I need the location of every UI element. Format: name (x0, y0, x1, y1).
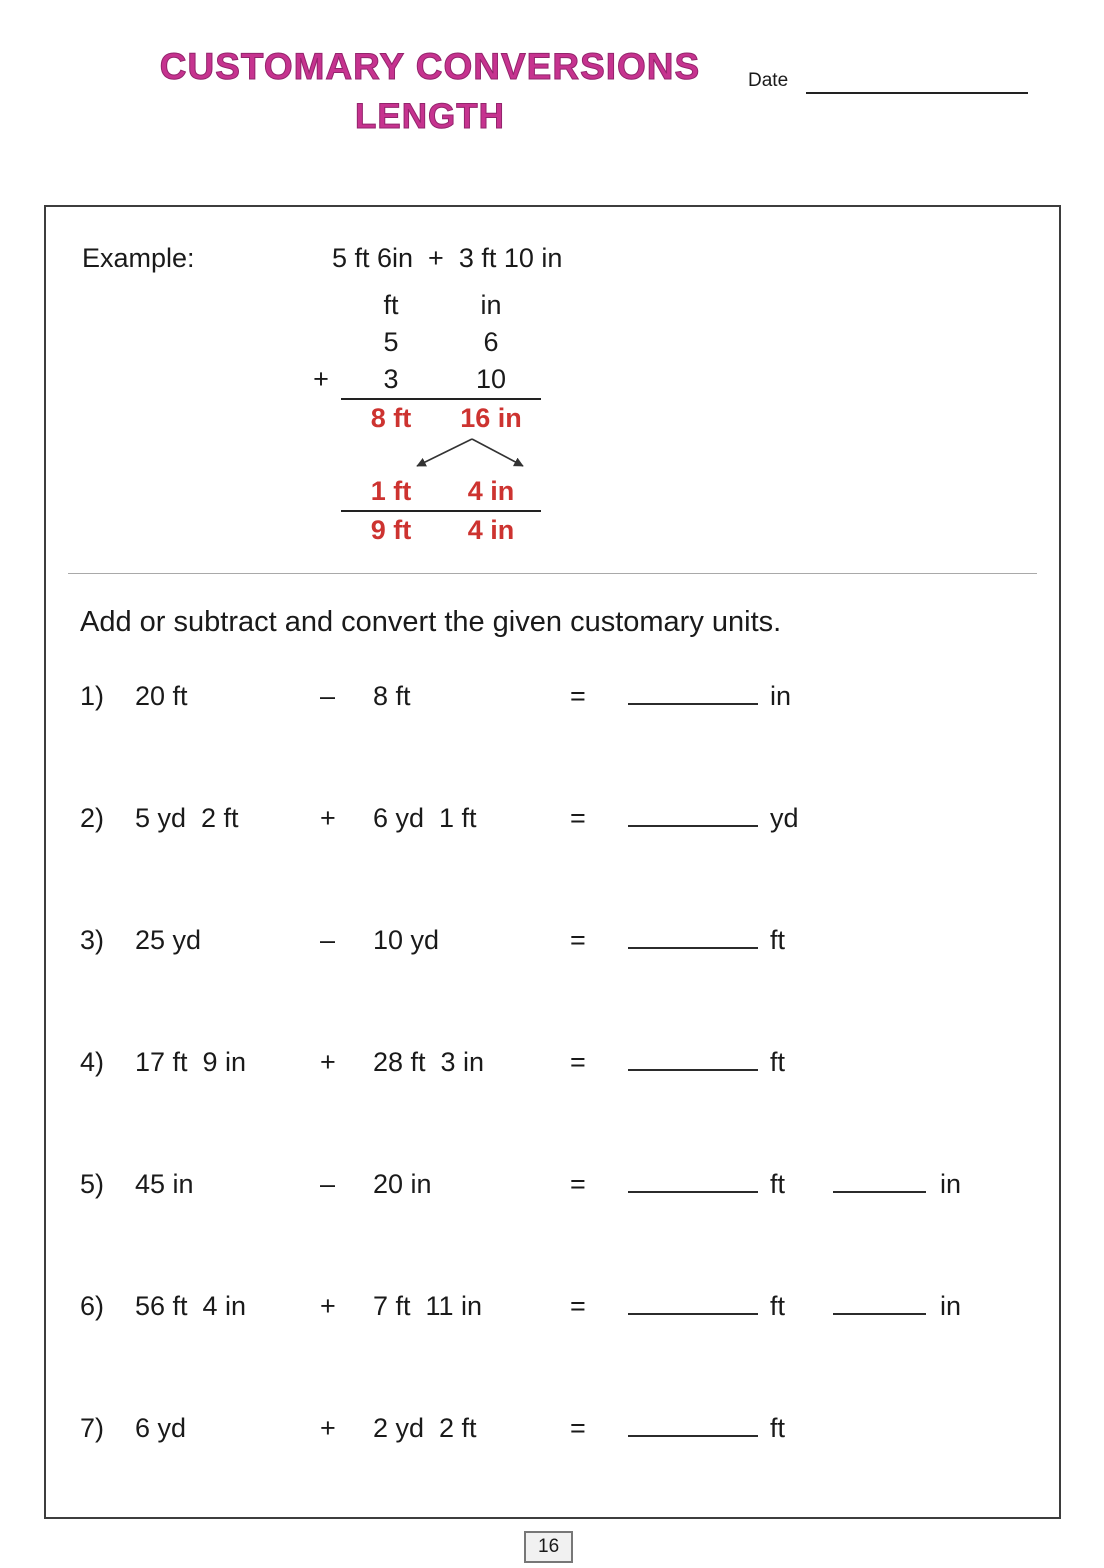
example-worked-solution (301, 287, 541, 549)
regroup-in: 4 in (467, 476, 515, 506)
answer-blank[interactable] (628, 1287, 758, 1315)
addend2-ft: 3 (383, 364, 399, 394)
operand-2: 7 ft 11 in (373, 1291, 483, 1321)
problem-number: 1) (80, 681, 105, 711)
example-sum-row (301, 400, 541, 437)
worksheet-title (140, 46, 720, 137)
addend2-in: 10 (475, 364, 507, 394)
answer-unit-2: in (940, 1291, 962, 1321)
operand-2: 20 in (373, 1169, 432, 1199)
answer-unit-2: in (940, 1169, 962, 1199)
sum-ft: 8 ft (370, 403, 412, 433)
problem-row-5 (80, 1165, 1059, 1207)
answer-blank[interactable] (628, 799, 758, 827)
operand-1: 20 ft (135, 681, 188, 711)
example-unit-header-row (301, 287, 541, 324)
unit-header-in: in (480, 290, 502, 320)
example-result-row (301, 512, 541, 549)
operand-1: 45 in (135, 1169, 194, 1199)
result-in: 4 in (467, 515, 515, 545)
answer-blank[interactable] (628, 1043, 758, 1071)
answer-unit: in (770, 681, 792, 711)
equals-sign: = (570, 1291, 586, 1321)
problem-number: 4) (80, 1047, 105, 1077)
operator-sign: – (320, 925, 336, 955)
problem-number: 6) (80, 1291, 105, 1321)
date-field (748, 70, 1028, 94)
example-regroup-row (301, 473, 541, 510)
title-line-2: LENGTH (355, 97, 505, 136)
answer-blank-2[interactable] (833, 1287, 926, 1315)
operand-2: 8 ft (373, 681, 411, 711)
addend1-ft: 5 (383, 327, 399, 357)
answer-unit: ft (770, 925, 786, 955)
operand-2: 28 ft 3 in (373, 1047, 485, 1077)
operator-sign: + (320, 1413, 336, 1443)
problem-row-2 (80, 799, 1059, 841)
answer-blank[interactable] (628, 677, 758, 705)
operand-1: 5 yd 2 ft (135, 803, 239, 833)
equals-sign: = (570, 925, 586, 955)
sum-in: 16 in (460, 403, 522, 433)
operand-2: 10 yd (373, 925, 440, 955)
instructions-text: Add or subtract and convert the given customary units. (80, 606, 782, 638)
equals-sign: = (570, 1169, 586, 1199)
operator-sign: + (320, 1047, 336, 1077)
answer-unit: ft (770, 1047, 786, 1077)
answer-unit: yd (770, 803, 799, 833)
operand-1: 25 yd (135, 925, 202, 955)
answer-unit: ft (770, 1291, 786, 1321)
section-divider (68, 573, 1037, 574)
worksheet-box (44, 205, 1061, 1519)
problems-list (80, 677, 1059, 1451)
addend1-in: 6 (483, 327, 499, 357)
example-addend1-row (301, 324, 541, 361)
equals-sign: = (570, 1047, 586, 1077)
operand-1: 17 ft 9 in (135, 1047, 247, 1077)
equals-sign: = (570, 803, 586, 833)
problem-row-3 (80, 921, 1059, 963)
operator-sign: – (320, 1169, 336, 1199)
regroup-ft: 1 ft (370, 476, 412, 506)
result-ft: 9 ft (370, 515, 412, 545)
problem-number: 3) (80, 925, 105, 955)
page-number: 16 (524, 1531, 573, 1563)
answer-unit: ft (770, 1413, 786, 1443)
operator-sign: + (320, 803, 336, 833)
operator-sign: + (320, 1291, 336, 1321)
operand-1: 56 ft 4 in (135, 1291, 247, 1321)
example-plus-sign: + (313, 364, 329, 394)
example-addend2-row (301, 361, 541, 398)
answer-blank[interactable] (628, 921, 758, 949)
regroup-arrows-icon (301, 437, 541, 473)
example-expression: 5 ft 6in + 3 ft 10 in (332, 243, 563, 273)
example-label: Example: (82, 243, 195, 273)
answer-blank-2[interactable] (833, 1165, 926, 1193)
example-section (46, 207, 1059, 573)
answer-blank[interactable] (628, 1409, 758, 1437)
problem-row-6 (80, 1287, 1059, 1329)
answer-unit: ft (770, 1169, 786, 1199)
problem-number: 5) (80, 1169, 105, 1199)
date-blank[interactable] (806, 70, 1028, 94)
operand-2: 6 yd 1 ft (373, 803, 477, 833)
answer-blank[interactable] (628, 1165, 758, 1193)
problem-row-4 (80, 1043, 1059, 1085)
date-label: Date (748, 70, 789, 91)
problem-row-1 (80, 677, 1059, 719)
equals-sign: = (570, 681, 586, 711)
equals-sign: = (570, 1413, 586, 1443)
problem-number: 2) (80, 803, 105, 833)
operand-1: 6 yd (135, 1413, 187, 1443)
operand-2: 2 yd 2 ft (373, 1413, 477, 1443)
unit-header-ft: ft (383, 290, 399, 320)
problem-row-7 (80, 1409, 1059, 1451)
title-line-1: CUSTOMARY CONVERSIONS (159, 46, 701, 87)
problem-number: 7) (80, 1413, 105, 1443)
operator-sign: – (320, 681, 336, 711)
